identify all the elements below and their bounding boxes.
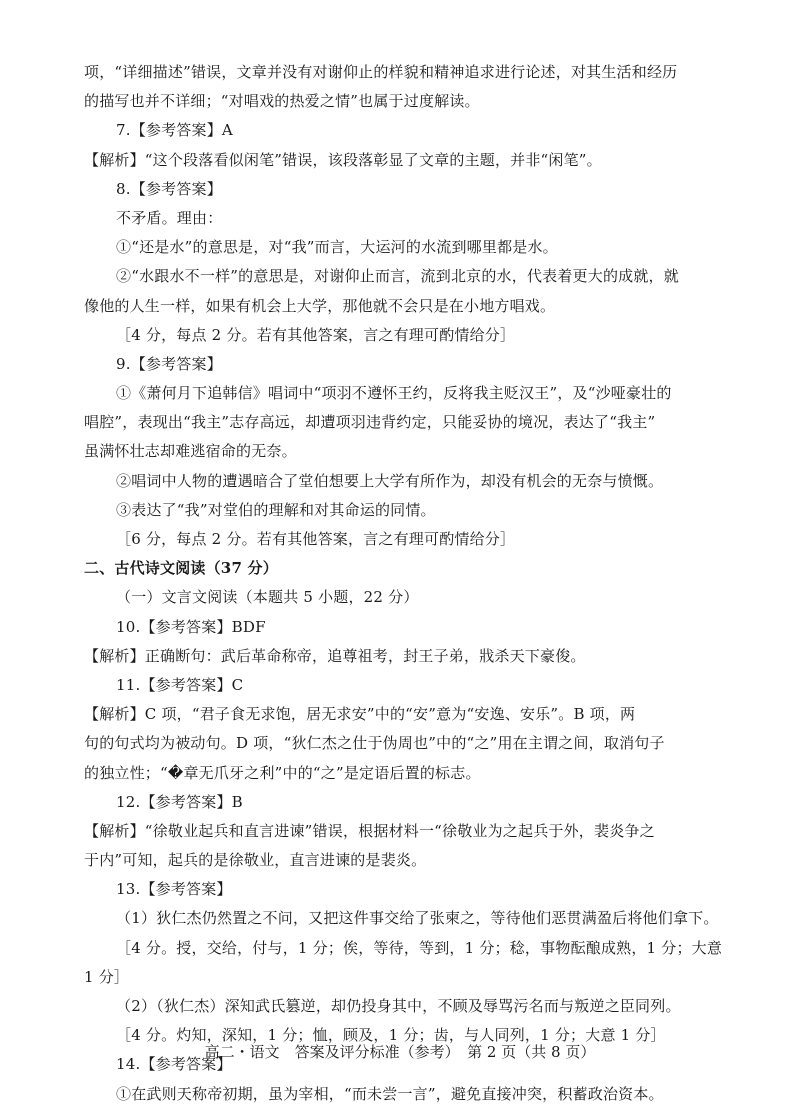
- page-body: [84, 58, 736, 1109]
- section-heading: 二、古代诗文阅读（37 分）: [84, 559, 278, 578]
- text-line: 的独立性；“�章无爪牙之利”中的“之”是定语后置的标志。: [84, 763, 481, 782]
- text-line: 项，“详细描述”错误，文章并没有对谢仰止的样貌和精神追求进行论述，对其生活和经历: [84, 63, 678, 81]
- text-line: 13.【参考答案】: [116, 880, 232, 899]
- text-line: 【解析】C 项，“君子食无求饱，居无求安”中的“安”意为“安逸、安乐”。B 项，两: [84, 705, 636, 724]
- text-line: ①“还是水”的意思是，对“我”而言，大运河的水流到哪里都是水。: [116, 238, 558, 257]
- text-line: ［4 分。授，交给，付与，1 分；俟，等待，等到，1 分；稔，事物酝酿成熟，1 分；大意: [116, 938, 723, 957]
- text-line: 【解析】正确断句：武后革命称帝，追尊祖考，封王子弟，戕杀天下豪俊。: [84, 646, 586, 665]
- text-line: ①《萧何月下追韩信》唱词中“项羽不遵怀王约，反将我主贬汉王”，及“沙哑豪壮的: [116, 384, 672, 403]
- text-line: 9.【参考答案】: [116, 354, 222, 373]
- text-line: （2）（狄仁杰）深知武氏篡逆，却仍投身其中，不顾及辱骂污名而与叛逆之臣同列。: [116, 997, 681, 1015]
- text-line: 14.【参考答案】: [116, 1055, 232, 1074]
- text-line: 12.【参考答案】B: [116, 792, 243, 811]
- text-line: （1）狄仁杰仍然置之不问，又把这件事交给了张柬之，等待他们恶贯满盈后将他们拿下。: [116, 909, 719, 928]
- text-line: 【解析】“这个段落看似闲笔”错误，该段落彰显了文章的主题，并非“闲笔”。: [84, 150, 602, 169]
- text-line: ［4 分。灼知，深知，1 分；恤，顾及，1 分；齿，与人同列，1 分；大意 1 分］: [116, 1026, 666, 1045]
- text-line: 10.【参考答案】BDF: [116, 617, 266, 636]
- text-line: 7.【参考答案】A: [116, 121, 233, 140]
- text-line: 像他的人生一样，如果有机会上大学，那他就不会只是在小地方唱戏。: [84, 296, 556, 315]
- text-line: ②“水跟水不一样”的意思是，对谢仰止而言，流到北京的水，代表着更大的成就，就: [116, 267, 679, 286]
- text-line: 虽满怀壮志却难逃宿命的无奈。: [84, 442, 297, 461]
- text-line: 于内”可知，起兵的是徐敬业，直言进谏的是裴炎。: [84, 851, 427, 870]
- text-line: 的描写也并不详细；“对唱戏的热爱之情”也属于过度解读。: [84, 92, 480, 111]
- text-line: ①在武则天称帝初期，虽为宰相，“而未尝一言”，避免直接冲突，积蓄政治资本。: [116, 1084, 664, 1103]
- text-line: ［4 分，每点 2 分。若有其他答案，言之有理可酌情给分］: [116, 325, 516, 344]
- page-footer: 高二・语文 答案及评分标准（参考） 第 2 页（共 8 页）: [204, 1043, 596, 1061]
- text-line: ②唱词中人物的遭遇暗合了堂伯想要上大学有所作为，却没有机会的无奈与愤慨。: [116, 471, 664, 490]
- text-line: 【解析】“徐敬业起兵和直言进谏”错误，根据材料一“徐敬业为之起兵于外，裴炎争之: [84, 821, 655, 840]
- text-line: （一）文言文阅读（本题共 5 小题，22 分）: [116, 588, 419, 607]
- text-line: 不矛盾。理由：: [116, 208, 223, 227]
- text-line: 句的句式均为被动句。D 项，“狄仁杰之仕于伪周也”中的“之”用在主谓之间，取消句子: [84, 734, 665, 753]
- text-line: 1 分］: [84, 967, 130, 986]
- text-line: 唱腔”，表现出“我主”志存高远，却遭项羽违背约定，只能妥协的境况，表达了“我主”: [84, 413, 656, 432]
- text-line: 11.【参考答案】C: [116, 675, 244, 694]
- text-line: ③表达了“我”对堂伯的理解和对其命运的同情。: [116, 500, 436, 519]
- text-line: ［6 分，每点 2 分。若有其他答案，言之有理可酌情给分］: [116, 530, 516, 548]
- text-line: 8.【参考答案】: [116, 179, 222, 198]
